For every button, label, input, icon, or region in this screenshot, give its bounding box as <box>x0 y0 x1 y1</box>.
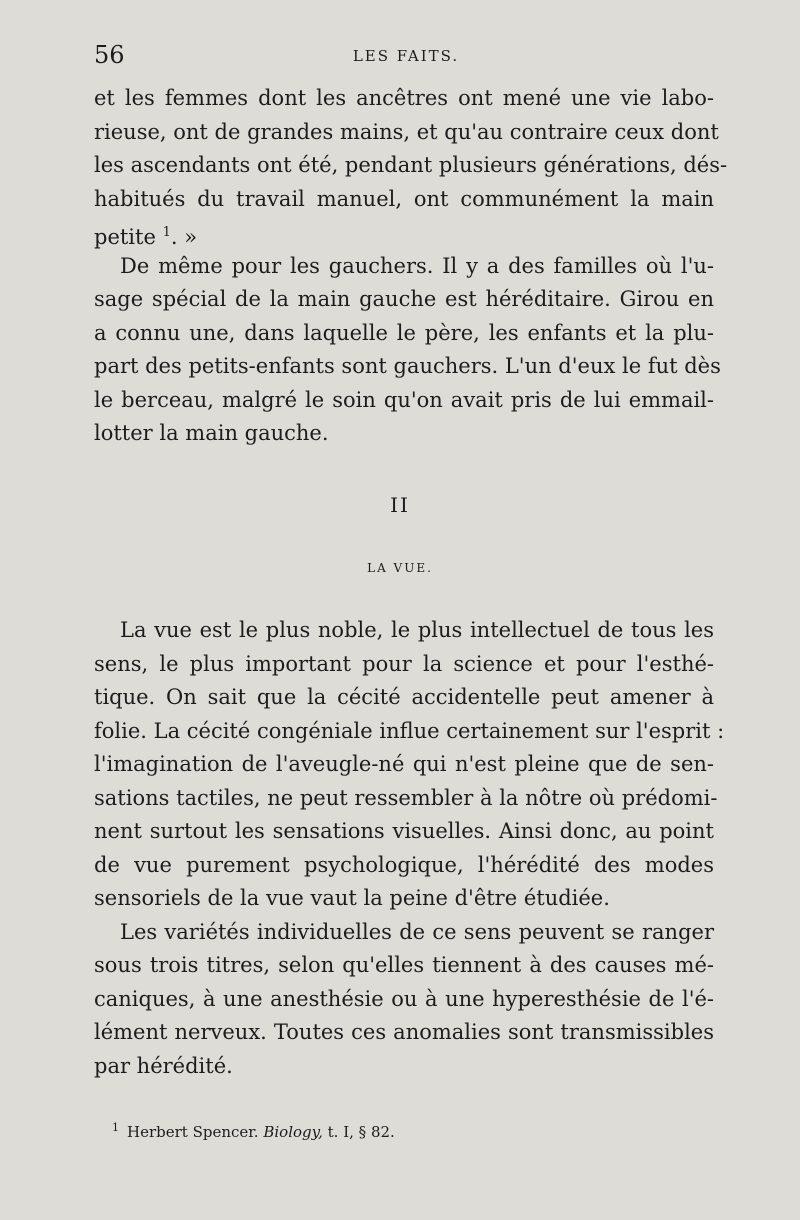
text-line: a connu une, dans laquelle le père, les enfants et la plu- <box>94 320 714 345</box>
section-number: II <box>390 493 410 517</box>
text-line: sations tactiles, ne peut ressembler à la nôtre où prédomi- <box>94 785 718 810</box>
paragraph-2 <box>94 250 721 451</box>
section-title: LA VUE. <box>367 561 433 575</box>
footnote-locator: t. I, § 82. <box>327 1123 395 1141</box>
text-line: sens, le plus important pour la science et pour l'esthé- <box>94 651 714 676</box>
text-line: et les femmes dont les ancêtres ont mené une vie labo- <box>94 86 714 110</box>
running-head <box>94 40 718 70</box>
text-line-start: petite <box>94 225 156 249</box>
text-line: sensoriels de la vue vaut la peine d'être étudiée. <box>94 886 610 910</box>
page-number: 56 <box>94 41 125 69</box>
paragraph-4 <box>94 916 714 1084</box>
text-line-end: . » <box>170 225 198 249</box>
text-line: le berceau, malgré le soin qu'on avait pris de lui emmail- <box>94 387 714 412</box>
text-line: habitués du travail manuel, ont communément la main <box>94 186 714 211</box>
running-title: LES FAITS. <box>352 47 460 65</box>
text-line: lotter la main gauche. <box>94 421 329 445</box>
text-line: tique. On sait que la cécité accidentelle peut amener à <box>94 685 714 709</box>
text-line: sage spécial de la main gauche est héréditaire. Girou en <box>94 287 714 311</box>
text-line: De même pour les gauchers. Il y a des familles où l'u- <box>120 253 714 278</box>
footnote-author: Herbert Spencer. <box>127 1123 259 1141</box>
footnote <box>112 1116 395 1144</box>
paragraph-3 <box>94 614 725 916</box>
footnote-work: Biology, <box>263 1123 323 1141</box>
text-line: caniques, à une anesthésie ou à une hyperesthésie de l'é- <box>94 986 714 1011</box>
text-block-top <box>94 82 728 451</box>
text-line: La vue est le plus noble, le plus intellectuel de tous les <box>120 618 714 642</box>
text-line: part des petits-enfants sont gauchers. L'un d'eux le fut dès <box>94 354 721 378</box>
text-line <box>94 216 714 250</box>
text-line: nent surtout les sensations visuelles. Ainsi donc, au point <box>94 819 714 843</box>
text-line: sous trois titres, selon qu'elles tiennent à des causes mé- <box>94 953 714 977</box>
text-line: lément nerveux. Toutes ces anomalies sont transmissibles <box>94 1020 714 1044</box>
text-line: les ascendants ont été, pendant plusieurs générations, dés- <box>94 153 728 177</box>
text-line: par hérédité. <box>94 1053 233 1078</box>
footnote-reference: 1 <box>162 225 171 240</box>
text-line: de vue purement psychologique, l'hérédité des modes <box>94 852 714 877</box>
text-block-bottom <box>94 614 725 1083</box>
text-line: Les variétés individuelles de ce sens peuvent se ranger <box>120 919 714 944</box>
footnote-mark: 1 <box>112 1121 119 1134</box>
text-line: l'imagination de l'aveugle-né qui n'est pleine que de sen- <box>94 752 714 776</box>
text-line: folie. La cécité congéniale influe certainement sur l'esprit : <box>94 718 725 743</box>
paragraph-1 <box>94 82 728 250</box>
text-line: rieuse, ont de grandes mains, et qu'au contraire ceux dont <box>94 119 719 144</box>
